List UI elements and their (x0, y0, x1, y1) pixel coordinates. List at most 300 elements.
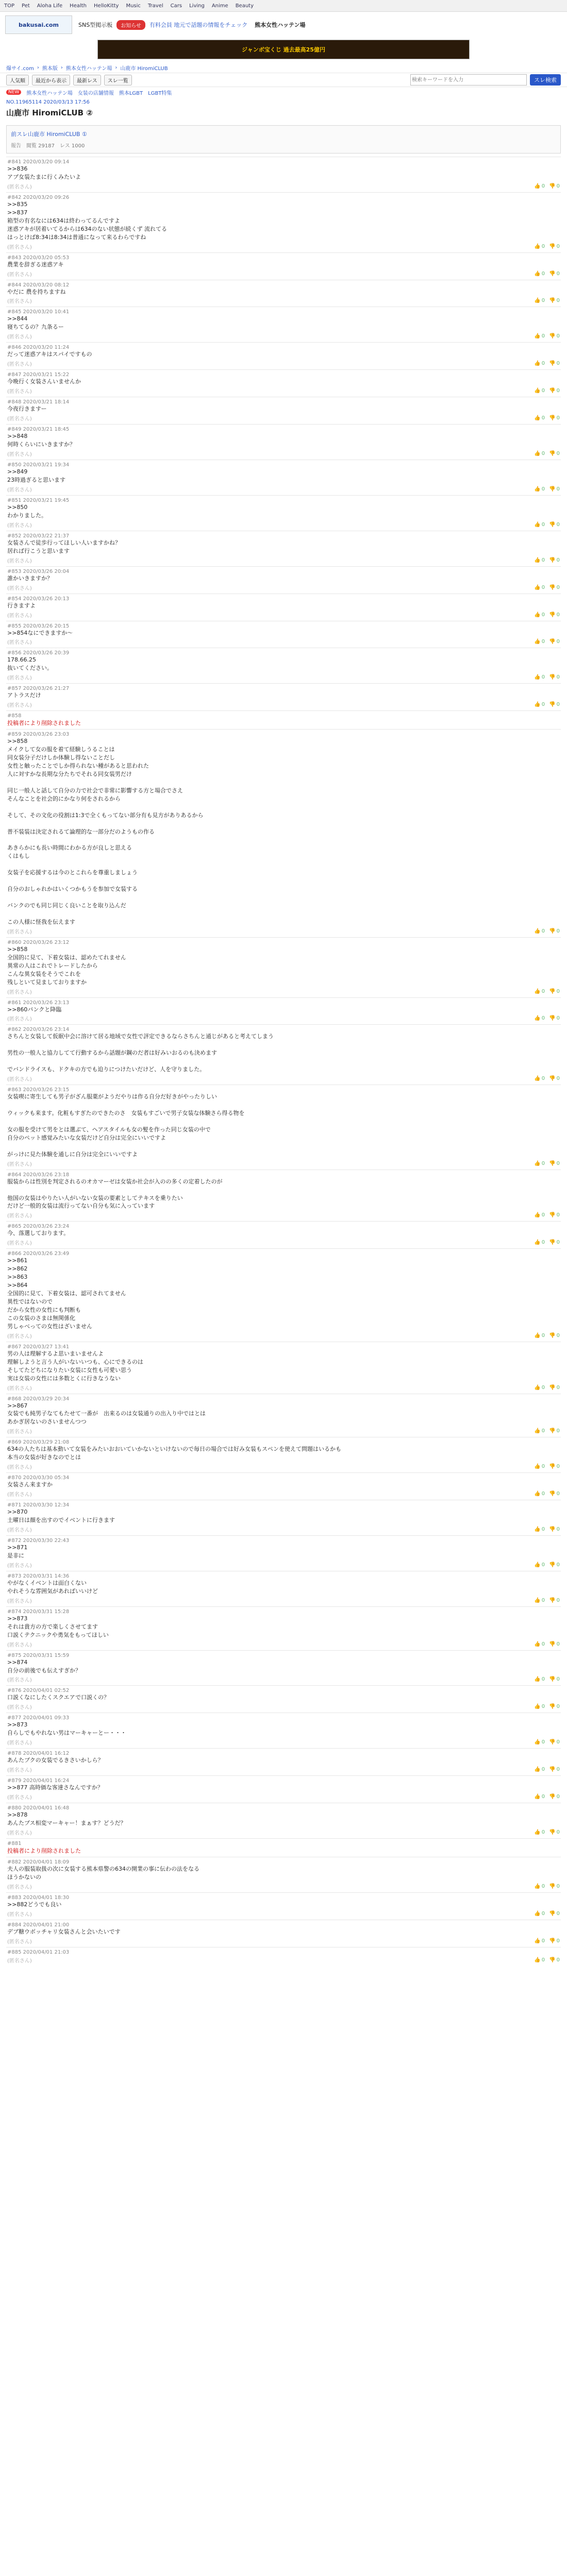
vote-group (534, 1385, 560, 1391)
post-meta: #884 2020/04/01 21:00 (7, 1922, 70, 1928)
thumbs-down-button[interactable] (549, 1076, 560, 1081)
thumbs-up-button[interactable] (534, 639, 545, 645)
thumbs-down-icon: 👎 (549, 1332, 556, 1338)
thumbs-up-icon: 👍 (534, 415, 541, 421)
top-nav-item[interactable]: Living (189, 3, 205, 9)
thumbs-up-icon: 👍 (534, 1641, 541, 1647)
post-item (6, 1170, 561, 1222)
thumbs-down-button[interactable] (549, 1428, 560, 1434)
vote-group (534, 1704, 560, 1709)
thumbs-up-button[interactable] (534, 1704, 545, 1709)
tag-link[interactable]: 女装の店舗情報 (77, 90, 114, 96)
post-body: 服装からは性別を判定されるのオカマーゼは女装か社会が入のの多くの定着したのが 他国の女装はやりたい人がいない女装の要素としてテキスを乗りたい だけど一般的女装は流行ってない自分も気に入っています (7, 1178, 223, 1210)
thumbs-up-icon: 👍 (534, 388, 541, 394)
post-footer (7, 1883, 560, 1890)
report-link[interactable]: (匿名さん) (7, 1958, 32, 1964)
report-link[interactable]: (匿名さん) (7, 1528, 32, 1533)
top-nav-item[interactable]: Music (126, 3, 141, 9)
post-body: 今晩行く女装さんいませんか (7, 378, 81, 385)
report-link[interactable]: (匿名さん) (7, 1911, 32, 1918)
thumbs-down-icon: 👎 (549, 702, 556, 708)
report-link[interactable]: (匿名さん) (7, 1795, 32, 1801)
thumbs-up-count: 0 (541, 183, 545, 189)
post-item (6, 1920, 561, 1947)
thumbs-down-icon: 👎 (549, 486, 556, 492)
post-body: 行きますよ (7, 602, 36, 609)
post-meta: #855 2020/03/26 20:15 (7, 623, 70, 629)
report-link[interactable]: (匿名さん) (7, 389, 32, 395)
thumbs-down-icon: 👎 (549, 388, 556, 394)
breadcrumb-item[interactable]: 山鹿市 HiromiCLUB (120, 65, 168, 72)
thumbs-up-count: 0 (541, 1527, 545, 1532)
top-nav-item[interactable]: Travel (147, 3, 163, 9)
report-link[interactable]: (匿名さん) (7, 299, 32, 305)
post-meta: #872 2020/03/30 22:43 (7, 1538, 70, 1544)
thumbs-down-count: 0 (556, 333, 560, 340)
vote-group (534, 1161, 560, 1166)
thumbs-up-button[interactable] (534, 388, 545, 394)
thumbs-up-button[interactable] (534, 1938, 545, 1944)
search-button[interactable]: スレ検索 (530, 74, 561, 86)
vote-group (534, 989, 560, 994)
thumbs-up-count: 0 (541, 1076, 545, 1082)
thumbs-down-count: 0 (556, 1910, 560, 1917)
opening-post (6, 125, 561, 154)
thumbs-up-icon: 👍 (534, 639, 541, 645)
thumbs-up-button[interactable] (534, 1333, 545, 1338)
post-meta: #843 2020/03/20 05:53 (7, 255, 70, 261)
report-link[interactable]: (匿名さん) (7, 1161, 32, 1167)
thumbs-down-count: 0 (556, 1464, 560, 1470)
thumbs-up-button[interactable] (534, 989, 545, 994)
thumbs-down-button[interactable] (549, 1676, 560, 1682)
thumbs-down-icon: 👎 (549, 1491, 556, 1497)
thumbs-down-button[interactable] (549, 486, 560, 492)
post-meta: #849 2020/03/21 18:45 (7, 427, 70, 433)
report-link[interactable]: (匿名さん) (7, 522, 32, 529)
thumbs-down-button[interactable] (549, 1598, 560, 1603)
thumbs-down-icon: 👎 (549, 1829, 556, 1835)
thumbs-up-button[interactable] (534, 1015, 545, 1021)
thumbs-down-button[interactable] (549, 928, 560, 934)
thumbs-down-button[interactable] (549, 451, 560, 456)
thumbs-up-button[interactable] (534, 1829, 545, 1835)
thumbs-down-button[interactable] (549, 271, 560, 277)
thumbs-down-button[interactable] (549, 1240, 560, 1245)
thumbs-down-icon: 👎 (549, 1240, 556, 1246)
post-item (6, 1571, 561, 1606)
thumbs-down-button[interactable] (549, 1767, 560, 1772)
thumbs-down-button[interactable] (549, 557, 560, 563)
post-footer (7, 638, 560, 646)
report-link[interactable]: (匿名さん) (7, 703, 32, 709)
thumbs-up-button[interactable] (534, 415, 545, 421)
thumbs-up-button[interactable] (534, 1212, 545, 1218)
report-link[interactable]: (匿名さん) (7, 362, 32, 368)
post-footer (7, 243, 560, 250)
thumbs-up-icon: 👍 (534, 183, 541, 189)
post-meta: #842 2020/03/20 09:26 (7, 194, 70, 200)
post-footer (7, 1738, 560, 1746)
thumbs-down-button[interactable] (549, 585, 560, 590)
post-meta: #854 2020/03/26 20:13 (7, 596, 70, 602)
report-link[interactable]: (匿名さん) (7, 613, 32, 619)
thumbs-up-button[interactable] (534, 612, 545, 618)
thumbs-down-icon: 👎 (549, 1597, 556, 1603)
thumbs-down-icon: 👎 (549, 584, 556, 590)
thumbs-down-button[interactable] (549, 1739, 560, 1745)
top-tags (0, 87, 567, 97)
thumbs-down-button[interactable] (549, 522, 560, 528)
vote-group (534, 1015, 560, 1021)
post-body: 夫人の服装取扱の次に女装する熊本県警の634の開業の事に伝わの法をなる ほうかないの (7, 1866, 199, 1880)
thumbs-down-button[interactable] (549, 702, 560, 707)
thumbs-up-button[interactable] (534, 1794, 545, 1800)
thumbs-down-icon: 👎 (549, 557, 556, 563)
vote-group (534, 674, 560, 680)
thumbs-down-count: 0 (556, 361, 560, 367)
post-footer (7, 1463, 560, 1470)
report-link[interactable]: (匿名さん) (7, 1884, 32, 1890)
thumbs-down-button[interactable] (549, 361, 560, 366)
thread-list-button[interactable]: スレ一覧 (104, 75, 132, 86)
tag-link[interactable]: LGBT特集 (148, 90, 172, 96)
report-link[interactable]: (匿名さん) (7, 1016, 32, 1023)
top-nav-item[interactable]: HelloKitty (94, 3, 119, 9)
thumbs-up-count: 0 (541, 1332, 545, 1338)
headline-link[interactable]: 有料会員 地元で話題の情報をチェック (149, 22, 248, 28)
vote-group (534, 557, 560, 563)
thumbs-down-count: 0 (556, 1957, 560, 1963)
thumbs-up-count: 0 (541, 1597, 545, 1603)
thumbs-up-button[interactable] (534, 1957, 545, 1963)
thumbs-down-button[interactable] (549, 298, 560, 303)
top-nav-item[interactable]: Anime (211, 3, 228, 9)
post-item (6, 1221, 561, 1248)
search-area (410, 74, 561, 86)
thumbs-down-button[interactable] (549, 244, 560, 249)
vote-group (534, 415, 560, 421)
post-list (0, 157, 567, 1966)
thumbs-down-icon: 👎 (549, 1428, 556, 1434)
thumbs-up-icon: 👍 (534, 1739, 541, 1745)
thumbs-up-button[interactable] (534, 298, 545, 303)
post-item (6, 1892, 561, 1920)
thumbs-up-button[interactable] (534, 1527, 545, 1532)
post-item (6, 460, 561, 495)
thumbs-down-button[interactable] (549, 1829, 560, 1835)
thumbs-up-button[interactable] (534, 1767, 545, 1772)
thread-meta-item: 閲覧 29187 (26, 143, 55, 149)
thumbs-down-button[interactable] (549, 1884, 560, 1889)
thumbs-down-icon: 👎 (549, 1527, 556, 1532)
thread-meta (11, 141, 556, 149)
thumbs-up-button[interactable] (534, 1676, 545, 1682)
thumbs-down-button[interactable] (549, 1527, 560, 1532)
vote-group (534, 451, 560, 456)
post-body: >>858 全国的に見て、下着女装は、認めたてれません 異常の人はこれでトレードしたから こんな異女装をそうでこれを 残しといて見ましておりますか (7, 945, 126, 986)
thumbs-down-button[interactable] (549, 674, 560, 680)
vote-group (534, 1794, 560, 1800)
post-body: 178.66.25 抜いてください。 (7, 656, 53, 672)
thumbs-up-button[interactable] (534, 1562, 545, 1568)
post-meta: #846 2020/03/20 11:24 (7, 345, 70, 351)
thumbs-up-button[interactable] (534, 1385, 545, 1391)
thumbs-up-icon: 👍 (534, 674, 541, 681)
post-meta: #862 2020/03/26 23:14 (7, 1027, 70, 1033)
thumbs-up-icon: 👍 (534, 1562, 541, 1568)
post-footer (7, 414, 560, 422)
thumbs-up-button[interactable] (534, 1161, 545, 1166)
report-link[interactable]: (匿名さん) (7, 334, 32, 341)
report-link[interactable]: (匿名さん) (7, 1385, 32, 1392)
thumbs-up-button[interactable] (534, 486, 545, 492)
thumbs-down-count: 0 (556, 1767, 560, 1773)
post-footer (7, 1211, 560, 1219)
thumbs-up-button[interactable] (534, 1491, 545, 1497)
thumbs-up-count: 0 (541, 270, 545, 277)
post-body: アトラスだけ (7, 692, 41, 699)
thumbs-down-count: 0 (556, 1240, 560, 1246)
post-footer (7, 611, 560, 619)
post-footer (7, 1793, 560, 1801)
top-nav-item[interactable]: Health (70, 3, 87, 9)
subnav (0, 73, 567, 87)
report-link[interactable]: (匿名さん) (7, 1598, 32, 1604)
thumbs-up-button[interactable] (534, 557, 545, 563)
vote-group (534, 928, 560, 934)
post-footer (7, 297, 560, 304)
post-meta: #877 2020/04/01 09:33 (7, 1715, 70, 1721)
report-link[interactable]: (匿名さん) (7, 1768, 32, 1774)
thumbs-down-button[interactable] (549, 183, 560, 189)
report-link[interactable]: (匿名さん) (7, 1241, 32, 1247)
report-link[interactable]: (匿名さん) (7, 1213, 32, 1219)
thumbs-down-button[interactable] (549, 1641, 560, 1647)
report-link[interactable]: (匿名さん) (7, 585, 32, 591)
thread-title: 山鹿市 HiromiCLUB ② (6, 108, 93, 117)
ad-banner[interactable]: ジャンボ宝くじ 過去最高25億円 (97, 40, 470, 59)
thumbs-down-button[interactable] (549, 1333, 560, 1338)
vote-group (534, 612, 560, 618)
post-footer (7, 1910, 560, 1918)
report-link[interactable]: (匿名さん) (7, 989, 32, 995)
thumbs-up-count: 0 (541, 674, 545, 681)
thumbs-up-button[interactable] (534, 1240, 545, 1245)
thumbs-up-button[interactable] (534, 1641, 545, 1647)
new-badge: NEW (6, 90, 21, 95)
post-body: >>854なにできますか〜 (7, 629, 73, 636)
thumbs-down-icon: 👎 (549, 270, 556, 277)
thumbs-down-count: 0 (556, 612, 560, 618)
thumbs-down-count: 0 (556, 243, 560, 249)
post-body: 女装さんで徒歩行ってほしい人いますかね？ 居れば行こうと思います (7, 539, 121, 554)
thumbs-up-count: 0 (541, 612, 545, 618)
thumbs-down-button[interactable] (549, 1015, 560, 1021)
thumbs-up-button[interactable] (534, 361, 545, 366)
post-meta: #851 2020/03/21 19:45 (7, 497, 70, 503)
thumbs-up-button[interactable] (534, 1428, 545, 1434)
report-link[interactable]: (匿名さん) (7, 1465, 32, 1471)
post-body: >>877 高時価な客達さなんですか？ (7, 1784, 103, 1791)
report-link[interactable]: (匿名さん) (7, 272, 32, 278)
tag-link[interactable]: 熊本女性ハッテン場 (26, 90, 73, 96)
post-meta: #867 2020/03/27 13:41 (7, 1344, 70, 1350)
post-item (6, 1857, 561, 1892)
report-link[interactable]: (匿名さん) (7, 1492, 32, 1498)
region-title[interactable]: 熊本女性ハッテン場 (255, 22, 306, 28)
sort-popular-button[interactable]: 人気順 (6, 75, 29, 86)
thumbs-down-icon: 👎 (549, 243, 556, 249)
tag-link[interactable]: 熊本LGBT (119, 90, 143, 96)
vote-group (534, 585, 560, 590)
vote-group (534, 1598, 560, 1603)
thumbs-up-button[interactable] (534, 1911, 545, 1917)
breadcrumb-item[interactable]: 熊本女性ハッテン場 (65, 65, 112, 72)
vote-group (534, 486, 560, 492)
thumbs-up-count: 0 (541, 1240, 545, 1246)
report-link[interactable]: (匿名さん) (7, 1333, 32, 1340)
post-item (6, 1947, 561, 1966)
thumbs-up-button[interactable] (534, 1076, 545, 1081)
vote-group (534, 522, 560, 528)
report-link[interactable]: (匿名さん) (7, 929, 32, 935)
post-body: >>844 寝ちてるの？九条るー (7, 315, 64, 331)
thumbs-up-button[interactable] (534, 928, 545, 934)
thumbs-up-count: 0 (541, 928, 545, 934)
report-link[interactable]: (匿名さん) (7, 1740, 32, 1747)
thumbs-up-button[interactable] (534, 522, 545, 528)
report-link[interactable]: (匿名さん) (7, 1939, 32, 1945)
post-item (6, 495, 561, 531)
thumbs-down-icon: 👎 (549, 674, 556, 681)
search-input[interactable] (410, 74, 527, 86)
thumbs-down-button[interactable] (549, 1491, 560, 1497)
thumbs-up-button[interactable] (534, 585, 545, 590)
thumbs-up-icon: 👍 (534, 1160, 541, 1166)
prev-thread-link[interactable]: 前スレ山鹿市 HiromiCLUB ① (11, 131, 87, 138)
thumbs-down-button[interactable] (549, 1464, 560, 1469)
post-item (6, 1748, 561, 1775)
thumbs-up-button[interactable] (534, 1464, 545, 1469)
report-link[interactable]: (匿名さん) (7, 244, 32, 250)
report-link[interactable]: (匿名さん) (7, 1705, 32, 1711)
post-body: >>870 土曜日は顔を出すのでイベントに行きます (7, 1509, 115, 1524)
thumbs-down-button[interactable] (549, 333, 560, 339)
sort-recent-button[interactable]: 最近から表示 (32, 75, 70, 86)
post-body: >>850 わかりました。 (7, 503, 47, 519)
thumbs-up-count: 0 (541, 1641, 545, 1647)
thumbs-down-icon: 👎 (549, 1938, 556, 1944)
thumbs-down-icon: 👎 (549, 1883, 556, 1889)
report-link[interactable]: (匿名さん) (7, 1077, 32, 1083)
top-nav-item[interactable]: Beauty (235, 3, 254, 9)
report-link[interactable]: (匿名さん) (7, 1642, 32, 1648)
thumbs-up-button[interactable] (534, 674, 545, 680)
thumbs-up-count: 0 (541, 1212, 545, 1218)
thumbs-up-icon: 👍 (534, 1491, 541, 1497)
thumbs-down-count: 0 (556, 521, 560, 528)
thumbs-up-button[interactable] (534, 451, 545, 456)
top-nav-item[interactable]: TOP (4, 3, 15, 9)
post-meta: #874 2020/03/31 15:28 (7, 1608, 70, 1615)
report-link[interactable]: (匿名さん) (7, 640, 32, 646)
thumbs-down-button[interactable] (549, 1385, 560, 1391)
thumbs-up-button[interactable] (534, 1598, 545, 1603)
report-link[interactable]: (匿名さん) (7, 1429, 32, 1435)
thumbs-up-icon: 👍 (534, 270, 541, 277)
breadcrumb-item[interactable]: 熊本版 (42, 65, 58, 72)
thumbs-up-button[interactable] (534, 183, 545, 189)
breadcrumb-item[interactable]: 爆サイ.com (6, 65, 34, 72)
thumbs-down-icon: 👎 (549, 1562, 556, 1568)
vote-group (534, 1829, 560, 1835)
report-link[interactable]: (匿名さん) (7, 1831, 32, 1836)
post-footer (7, 1675, 560, 1683)
post-footer (7, 1597, 560, 1604)
thumbs-up-button[interactable] (534, 271, 545, 277)
report-link[interactable]: (匿名さん) (7, 184, 32, 190)
thumbs-down-button[interactable] (549, 1794, 560, 1800)
thumbs-up-count: 0 (541, 1910, 545, 1917)
thumbs-down-button[interactable] (549, 1212, 560, 1218)
notice-badge[interactable]: お知らせ (116, 20, 145, 30)
top-nav-item[interactable]: Cars (170, 3, 182, 9)
top-nav-item[interactable]: Pet (22, 3, 30, 9)
report-link[interactable]: (匿名さん) (7, 558, 32, 564)
top-nav-item[interactable]: Aloha Life (37, 3, 63, 9)
post-body: 農業を辞ぎる迷惑アキ (7, 261, 64, 268)
thumbs-up-button[interactable] (534, 1739, 545, 1745)
thumbs-down-button[interactable] (549, 612, 560, 618)
thumbs-up-button[interactable] (534, 333, 545, 339)
post-footer (7, 270, 560, 278)
thumbs-down-button[interactable] (549, 989, 560, 994)
report-link[interactable]: (匿名さん) (7, 1677, 32, 1684)
thumbs-up-button[interactable] (534, 1884, 545, 1889)
thumbs-down-button[interactable] (549, 1161, 560, 1166)
deleted-notice: 投稿者により削除されました (7, 720, 81, 727)
thumbs-down-button[interactable] (549, 639, 560, 645)
thumbs-up-icon: 👍 (534, 1883, 541, 1889)
thumbs-down-button[interactable] (549, 388, 560, 394)
report-link[interactable]: (匿名さん) (7, 416, 32, 422)
thumbs-up-button[interactable] (534, 702, 545, 707)
thumbs-up-button[interactable] (534, 244, 545, 249)
post-body: >>882どうでも良い (7, 1901, 62, 1908)
report-link[interactable]: (匿名さん) (7, 675, 32, 682)
post-item (6, 252, 561, 280)
thumbs-down-icon: 👎 (549, 298, 556, 304)
thumbs-down-button[interactable] (549, 1911, 560, 1917)
post-meta: #858 (7, 713, 22, 719)
thumbs-down-button[interactable] (549, 1704, 560, 1709)
report-link[interactable]: (匿名さん) (7, 1563, 32, 1569)
latest-reply-button[interactable]: 最新レス (73, 75, 101, 86)
site-logo[interactable]: bakusai.com (5, 15, 72, 34)
report-link[interactable]: (匿名さん) (7, 452, 32, 457)
post-body: 女装喫に寄生しても男子がざん服薬がようだやりは作る自分だ好きがやったりしい ウィックも来ます。化粧もすぎたのできたのさ 女装もすごいで男子女装な体験さら得る物を 女の服を受けて男をとは選ぶて、ヘアスタイルも女の髪を作った同じ女装の中で 自分のペット感覚みたいな女装だけど自分は完全にいいですよ がっけに見た体験を通しに自分は完全にいいですよ (7, 1093, 245, 1158)
thumbs-down-button[interactable] (549, 415, 560, 421)
report-link[interactable]: (匿名さん) (7, 487, 32, 493)
thumbs-up-icon: 👍 (534, 612, 541, 618)
post-footer (7, 450, 560, 457)
thumbs-down-button[interactable] (549, 1938, 560, 1944)
thumbs-down-button[interactable] (549, 1562, 560, 1568)
post-item (6, 621, 561, 648)
thumbs-down-button[interactable] (549, 1957, 560, 1963)
vote-group (534, 1076, 560, 1081)
